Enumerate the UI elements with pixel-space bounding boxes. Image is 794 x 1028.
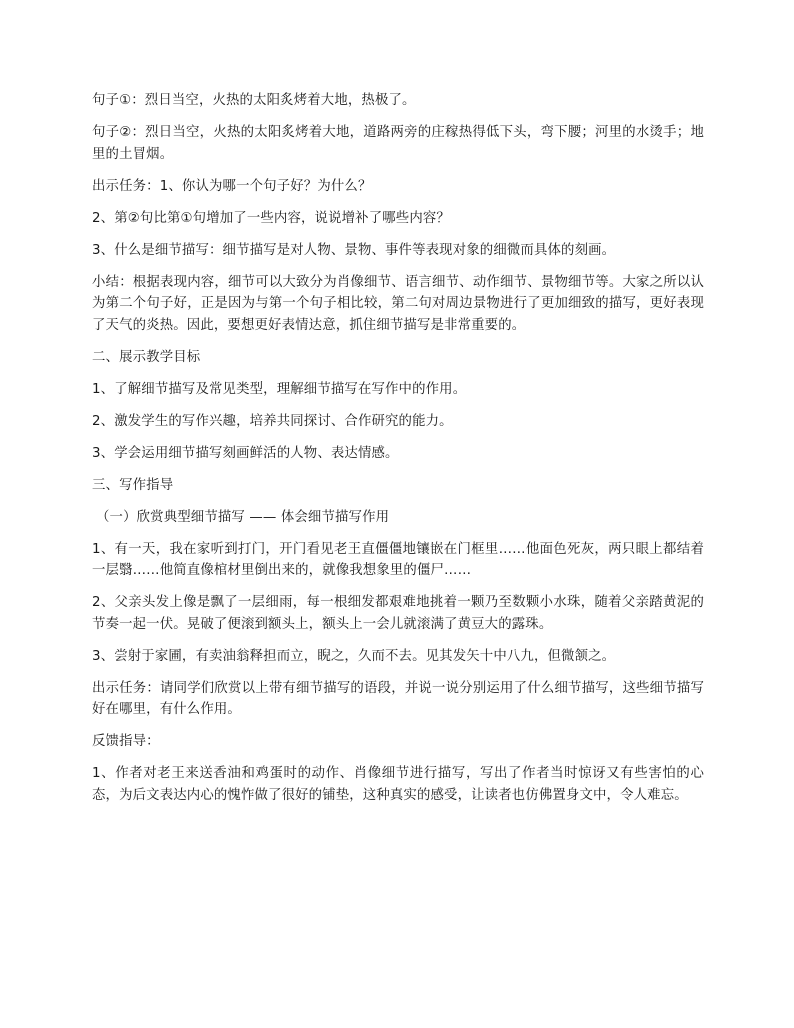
section-heading-goals: 二、展示教学目标 [92, 349, 201, 365]
goal-item-1: 1、了解细节描写及常见类型，理解细节描写在写作中的作用。 [92, 381, 467, 397]
task-question-3: 3、什么是细节描写：细节描写是对人物、景物、事件等表现对象的细微而具体的刻画。 [92, 242, 616, 258]
task-instruction: 出示任务：请同学们欣赏以上带有细节描写的语段，并说一说分别运用了什么细节描写，这些细节描写好在哪里，有什么作用。 [92, 680, 704, 717]
excerpt-2: 2、父亲头发上像是飘了一层细雨，每一根细发都艰难地挑着一颗乃至数颗小水珠，随着父亲踏黄泥的节奏一起一伏。晃破了便滚到额头上，额头上一会儿就滚满了黄豆大的露珠。 [92, 595, 704, 632]
document-body [92, 90, 704, 817]
feedback-heading: 反馈指导： [92, 734, 160, 749]
excerpt-3: 3、尝射于家圃，有卖油翁释担而立，睨之，久而不去。见其发矢十中八九，但微颔之。 [92, 648, 616, 664]
feedback-item-1: 1、作者对老王来送香油和鸡蛋时的动作、肖像细节进行描写，写出了作者当时惊讶又有些害怕的心态，为后文表达内心的愧怍做了很好的铺垫，这种真实的感受，让读者也仿佛置身文中，令人难忘。 [92, 766, 704, 803]
goal-item-3: 3、学会运用细节描写刻画鲜活的人物、表达情感。 [92, 445, 399, 461]
example-sentence-1: 句子①：烈日当空，火热的太阳炙烤着大地，热极了。 [92, 93, 416, 108]
summary-paragraph: 小结：根据表现内容，细节可以大致分为肖像细节、语言细节、动作细节、景物细节等。大家之所以认为第二个句子好，正是因为与第一个句子相比较，第二句对周边景物进行了更加细致的描写，更好表现了天气的炎热。因此，要想更好表情达意，抓住细节描写是非常重要的。 [92, 274, 704, 333]
task-question-1: 出示任务：1、你认为哪一个句子好？为什么？ [92, 178, 372, 194]
subsection-heading: （一）欣赏典型细节描写 —— 体会细节描写作用 [96, 509, 390, 525]
example-sentence-2: 句子②：烈日当空，火热的太阳炙烤着大地，道路两旁的庄稼热得低下头，弯下腰；河里的水烫手；地里的土冒烟。 [92, 125, 704, 162]
task-question-2: 2、第②句比第①句增加了一些内容，说说增补了哪些内容？ [92, 210, 450, 226]
goal-item-2: 2、激发学生的写作兴趣，培养共同探讨、合作研究的能力。 [92, 413, 453, 429]
excerpt-1: 1、有一天，我在家听到打门，开门看见老王直僵僵地镶嵌在门框里……他面色死灰，两只眼上都结着一层翳……他简直像棺材里倒出来的，就像我想象里的僵尸…… [92, 541, 704, 578]
section-heading-guidance: 三、写作指导 [92, 477, 174, 493]
